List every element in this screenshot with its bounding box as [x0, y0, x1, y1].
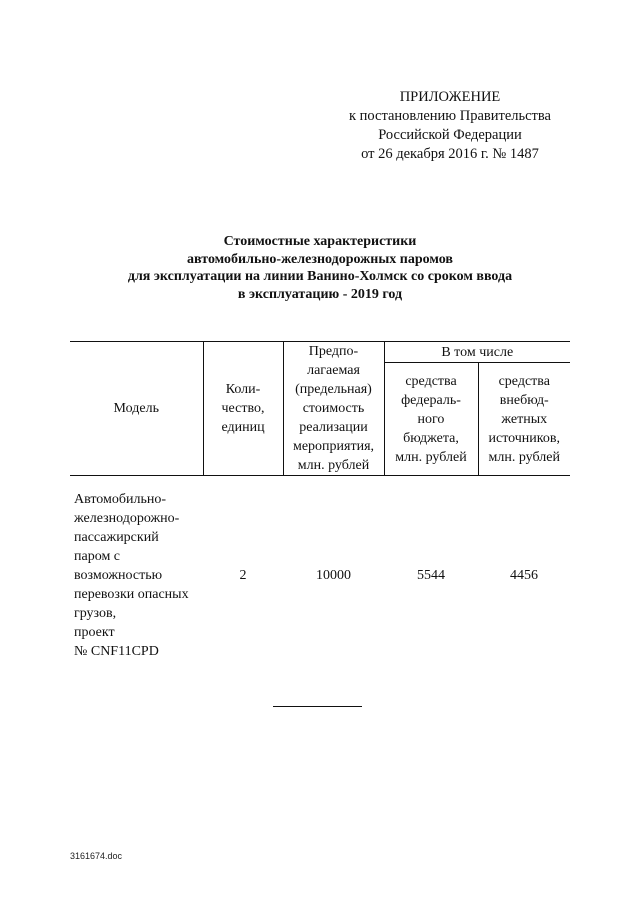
title-line-3: для эксплуатации на линии Ванино-Холмск со сроком ввода — [127, 269, 513, 284]
table-row — [70, 476, 570, 662]
title-line-1: Стоимостные характеристики — [223, 234, 417, 249]
cell-quantity: 2 — [239, 568, 247, 583]
cell-model: Автомобильно- железнодорожно- пассажирский паром с возможностью перевозки опасных грузов, проект № CNF11CPD — [74, 492, 189, 659]
appendix-line-3: от 26 декабря 2016 г. № 1487 — [361, 146, 539, 162]
table-header-row — [70, 342, 570, 363]
header-extra: средства внебюд- жетных источников, млн. рублей — [478, 363, 570, 476]
title-line-4: в эксплуатацию - 2019 год — [237, 286, 403, 302]
end-divider — [273, 706, 362, 707]
appendix-heading: ПРИЛОЖЕНИЕ — [399, 89, 501, 105]
header-model: Модель — [70, 342, 203, 476]
cost-table — [70, 341, 570, 661]
header-quantity: Коли- чество, единиц — [203, 342, 283, 476]
cell-cost: 10000 — [316, 568, 351, 583]
header-including: В том числе — [384, 342, 570, 363]
appendix-line-2: Российской Федерации — [378, 127, 522, 143]
appendix-block — [330, 88, 570, 164]
document-title — [90, 233, 550, 303]
header-cost: Предпо- лагаемая (предельная) стоимость реализации мероприятия, млн. рублей — [283, 342, 384, 476]
header-federal: средства федераль- ного бюджета, млн. рублей — [384, 363, 478, 476]
cell-federal: 5544 — [417, 568, 445, 583]
title-line-2: автомобильно-железнодорожных паромов — [187, 251, 453, 267]
document-filename: 3161674.doc — [70, 851, 123, 861]
cell-extra: 4456 — [510, 568, 538, 583]
appendix-line-1: к постановлению Правительства — [349, 108, 551, 124]
